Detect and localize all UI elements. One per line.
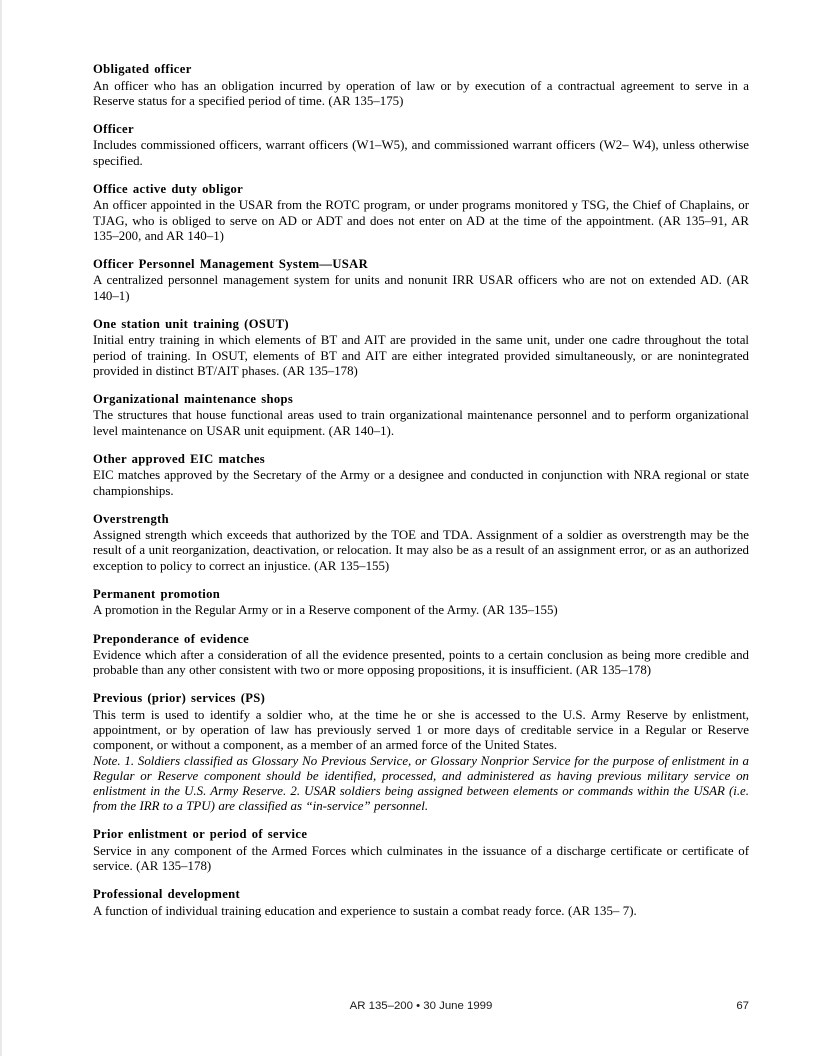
glossary-entry xyxy=(93,452,749,499)
footer-document-reference: AR 135–200 • 30 June 1999 xyxy=(349,1000,493,1012)
glossary-term: Overstrength xyxy=(93,511,170,526)
glossary-entry xyxy=(93,512,749,574)
glossary-term: Preponderance of evidence xyxy=(93,631,250,646)
glossary-definition: An officer appointed in the USAR from the ROTC program, or under programs monitored y TSG, the Chief of Chaplains, or TJAG, who is obliged to serve on AD or ADT and does not enter on AD at the time of the appointment. (AR 135–91, AR 135–200, and AR 140–1) xyxy=(93,198,749,243)
glossary-entry xyxy=(93,392,749,439)
glossary-entry xyxy=(93,887,749,919)
glossary-term: Other approved EIC matches xyxy=(93,451,266,466)
glossary-definition-note: Note. 1. Soldiers classified as Glossary No Previous Service, or Glossary Nonprior Service for the purpose of enlistment in a Regular or Reserve component should be identified, processed, and administered as having previous military service on enlistment in the U.S. Army Reserve. 2. USAR soldiers being assigned between elements or commands within the USAR (i.e. from the IRR to a TPU) are classified as “in-service” personnel. xyxy=(93,753,749,814)
glossary-term: Previous (prior) services (PS) xyxy=(93,691,266,706)
glossary-term: Officer Personnel Management System—USAR xyxy=(93,256,369,271)
glossary-entry xyxy=(93,827,749,874)
glossary-entry xyxy=(93,182,749,244)
glossary-definition: Service in any component of the Armed Forces which culminates in the issuance of a discharge certificate or certificate of service. (AR 135–178) xyxy=(93,843,749,874)
glossary-definition: The structures that house functional areas used to train organizational maintenance personnel and to perform organizational level maintenance on USAR unit equipment. (AR 140–1). xyxy=(93,408,749,438)
glossary-entry xyxy=(93,632,749,679)
footer-page-number: 67 xyxy=(736,1000,749,1012)
glossary-definition: Initial entry training in which elements of BT and AIT are provided in the same unit, under one cadre throughout the total period of training. In OSUT, elements of BT and AIT are either integrated provided simultaneously, or are nonintegrated provided in distinct BT/AIT phases. (AR 135–178) xyxy=(93,333,749,378)
glossary-entry xyxy=(93,257,749,304)
glossary-entry xyxy=(93,62,749,109)
glossary-entry xyxy=(93,691,749,814)
glossary-definition: A promotion in the Regular Army or in a Reserve component of the Army. (AR 135–155) xyxy=(93,603,558,618)
glossary-term: Professional development xyxy=(93,887,241,902)
glossary-definition: Includes commissioned officers, warrant officers (W1–W5), and commissioned warrant officers (W2– W4), unless otherwise specified. xyxy=(93,138,749,168)
glossary-definition: A function of individual training education and experience to sustain a combat ready force. (AR 135– 7). xyxy=(93,903,637,918)
page-footer xyxy=(93,1000,749,1016)
glossary-term: Officer xyxy=(93,121,134,136)
glossary-term: Prior enlistment or period of service xyxy=(93,827,308,842)
glossary-definition: Evidence which after a consideration of all the evidence presented, points to a certain conclusion as being more credible and probable than any other consistent with two or more opposing propositions, it is insufficient. (AR 135–178) xyxy=(93,648,749,678)
glossary-term: Office active duty obligor xyxy=(93,181,244,196)
glossary-entries-container xyxy=(93,62,749,919)
glossary-term: Organizational maintenance shops xyxy=(93,391,294,406)
glossary-term: One station unit training (OSUT) xyxy=(93,316,289,331)
page-left-scan-edge xyxy=(0,0,2,1056)
glossary-term: Permanent promotion xyxy=(93,586,221,601)
glossary-definition: EIC matches approved by the Secretary of the Army or a designee and conducted in conjunction with NRA regional or state championships. xyxy=(93,468,749,498)
glossary-term: Obligated officer xyxy=(93,62,192,76)
glossary-definition: An officer who has an obligation incurred by operation of law or by execution of a contractual agreement to serve in a Reserve status for a specified period of time. (AR 135–175) xyxy=(93,78,749,108)
glossary-definition: A centralized personnel management system for units and nonunit IRR USAR officers who are not on extended AD. (AR 140–1) xyxy=(93,273,749,303)
glossary-entry xyxy=(93,317,749,379)
glossary-entry xyxy=(93,122,749,169)
glossary-entry xyxy=(93,587,749,619)
glossary-definition: This term is used to identify a soldier who, at the time he or she is accessed to the U.S. Army Reserve by enlistment, appointment, or by operation of law has previously served 1 or more days of creditable service in a Regular or Reserve component, or without a component, as a member of an armed force of the United States. xyxy=(93,707,749,753)
glossary-definition: Assigned strength which exceeds that authorized by the TOE and TDA. Assignment of a soldier as overstrength may be the result of a unit reorganization, deactivation, or relocation. It may also be as a result of an assignment error, or as an authorized exception to policy to correct an injustice. (AR 135–155) xyxy=(93,528,749,573)
